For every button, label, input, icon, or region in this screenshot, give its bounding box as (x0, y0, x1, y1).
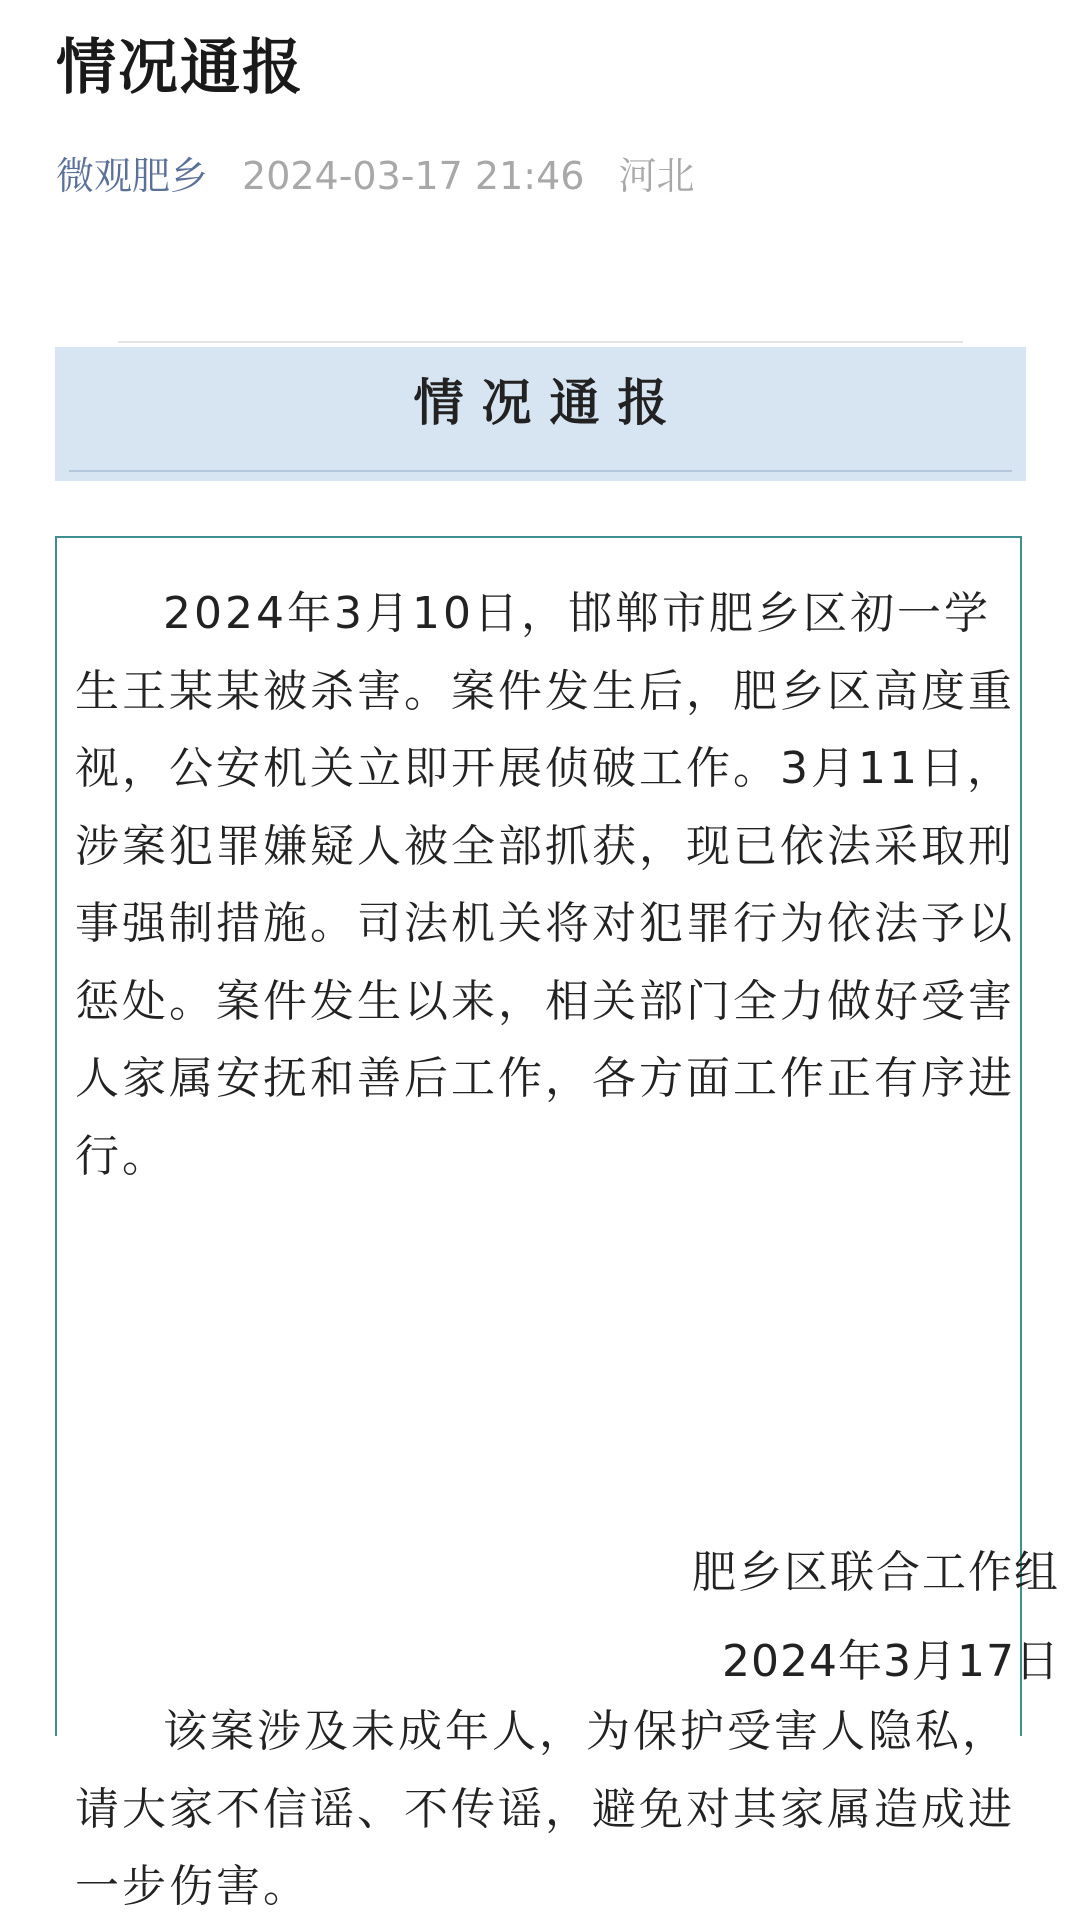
notice-date: 2024年3月17日 (722, 1636, 1060, 1687)
publish-time: 2024-03-17 21:46 (242, 154, 585, 198)
account-name-link[interactable]: 微观肥乡 (56, 154, 209, 198)
notice-banner (55, 347, 1026, 481)
article-title: 情况通报 (56, 33, 304, 103)
notice-paragraph-2: 该案涉及未成年人，为保护受害人隐私，请大家不信谣、不传谣，避免对其家属造成进一步伤害。 (75, 1706, 1015, 1912)
banner-title: 情况通报 (413, 374, 686, 432)
notice-paragraph-1: 2024年3月10日，邯郸市肥乡区初一学生王某某被杀害。案件发生后，肥乡区高度重视，公安机关立即开展侦破工作。3月11日，涉案犯罪嫌疑人被全部抓获，现已依法采取刑事强制措施。司法机关将对犯罪行为依法予以惩处。案件发生以来，相关部门全力做好受害人家属安抚和善后工作，各方面工作正有序进行。 (75, 588, 1015, 1182)
notice-signature: 肥乡区联合工作组 (692, 1547, 1060, 1598)
publish-location: 河北 (618, 154, 695, 198)
banner-divider-top (118, 341, 963, 343)
article-meta (56, 148, 694, 204)
banner-underline (69, 470, 1012, 472)
